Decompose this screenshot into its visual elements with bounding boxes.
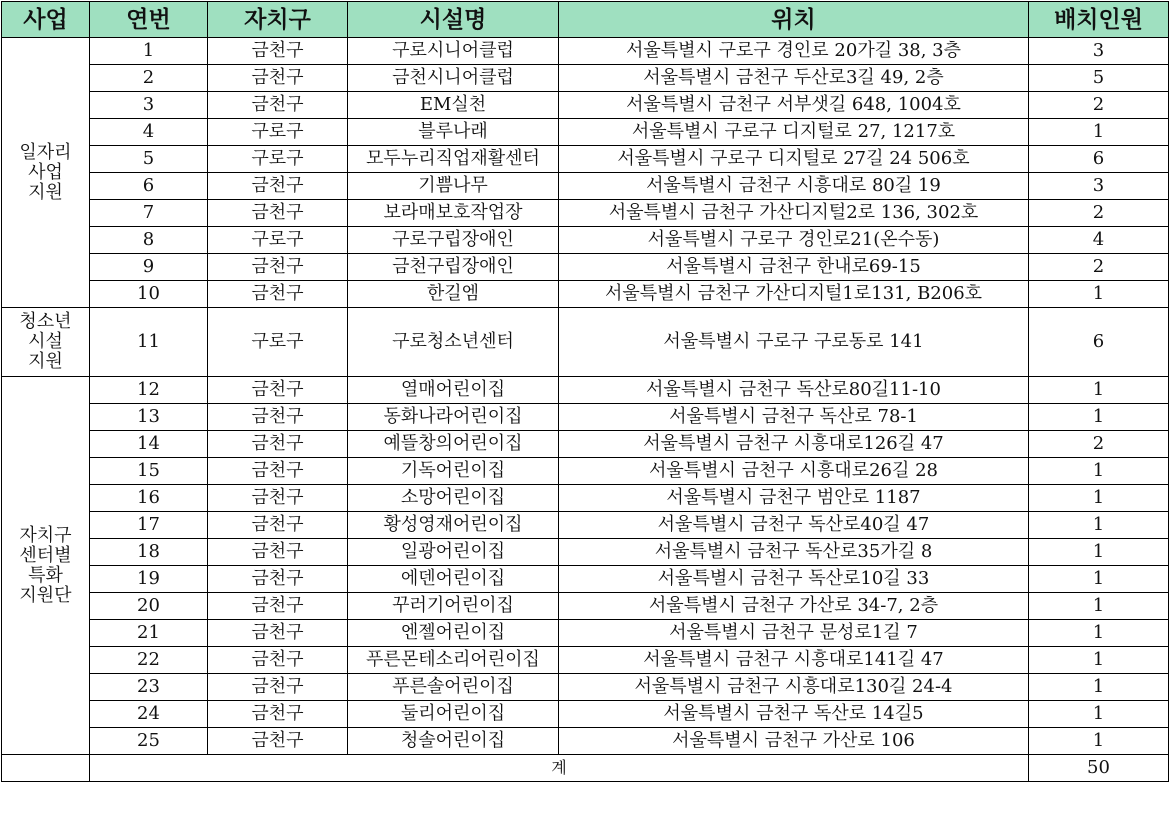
cell-location: 서울특별시 금천구 독산로 14길5 — [559, 701, 1029, 728]
cell-staff: 6 — [1029, 146, 1169, 173]
cell-district: 구로구 — [208, 119, 348, 146]
cell-no: 13 — [90, 404, 208, 431]
cell-no: 25 — [90, 728, 208, 755]
cell-no: 18 — [90, 539, 208, 566]
table-row — [2, 119, 1169, 146]
total-row — [2, 755, 1169, 782]
table-row — [2, 647, 1169, 674]
cell-staff: 1 — [1029, 377, 1169, 404]
cell-facility: 금천시니어클럽 — [348, 65, 559, 92]
cell-location: 서울특별시 금천구 서부샛길 648, 1004호 — [559, 92, 1029, 119]
cell-district: 구로구 — [208, 308, 348, 377]
cell-location: 서울특별시 금천구 시흥대로26길 28 — [559, 458, 1029, 485]
cell-staff: 3 — [1029, 173, 1169, 200]
cell-facility: 청솔어린이집 — [348, 728, 559, 755]
cell-facility: 엔젤어린이집 — [348, 620, 559, 647]
cell-facility: 일광어린이집 — [348, 539, 559, 566]
cell-staff: 1 — [1029, 566, 1169, 593]
cell-no: 2 — [90, 65, 208, 92]
cell-facility: 동화나라어린이집 — [348, 404, 559, 431]
cell-location: 서울특별시 금천구 범안로 1187 — [559, 485, 1029, 512]
cell-facility: 금천구립장애인 — [348, 254, 559, 281]
header-district: 자치구 — [208, 2, 348, 38]
table-row — [2, 566, 1169, 593]
cell-no: 1 — [90, 38, 208, 65]
table-row — [2, 485, 1169, 512]
cell-location: 서울특별시 금천구 한내로69-15 — [559, 254, 1029, 281]
cell-no: 11 — [90, 308, 208, 377]
cell-facility: 황성영재어린이집 — [348, 512, 559, 539]
cell-district: 금천구 — [208, 728, 348, 755]
table-row — [2, 458, 1169, 485]
table-row — [2, 620, 1169, 647]
cell-facility: 둘리어린이집 — [348, 701, 559, 728]
cell-facility: 푸른솔어린이집 — [348, 674, 559, 701]
cell-district: 금천구 — [208, 200, 348, 227]
header-no: 연번 — [90, 2, 208, 38]
cell-staff: 1 — [1029, 458, 1169, 485]
category-line: 특화 — [28, 564, 63, 586]
cell-district: 금천구 — [208, 539, 348, 566]
cell-district: 금천구 — [208, 674, 348, 701]
cell-staff: 1 — [1029, 281, 1169, 308]
total-label: 계 — [90, 755, 1029, 782]
table-row — [2, 173, 1169, 200]
cell-staff: 1 — [1029, 539, 1169, 566]
cell-no: 19 — [90, 566, 208, 593]
cell-location: 서울특별시 금천구 두산로3길 49, 2층 — [559, 65, 1029, 92]
cell-no: 12 — [90, 377, 208, 404]
table-row — [2, 254, 1169, 281]
cell-location: 서울특별시 금천구 시흥대로141길 47 — [559, 647, 1029, 674]
category-cell — [2, 377, 90, 755]
cell-district: 구로구 — [208, 227, 348, 254]
cell-location: 서울특별시 금천구 독산로80길11-10 — [559, 377, 1029, 404]
table-row — [2, 674, 1169, 701]
cell-staff: 1 — [1029, 404, 1169, 431]
header-location: 위치 — [559, 2, 1029, 38]
cell-district: 금천구 — [208, 512, 348, 539]
cell-facility: 구로구립장애인 — [348, 227, 559, 254]
cell-district: 금천구 — [208, 701, 348, 728]
cell-location: 서울특별시 구로구 경인로21(온수동) — [559, 227, 1029, 254]
cell-facility: 블루나래 — [348, 119, 559, 146]
cell-no: 23 — [90, 674, 208, 701]
cell-no: 21 — [90, 620, 208, 647]
category-cell — [2, 308, 90, 377]
cell-district: 금천구 — [208, 65, 348, 92]
table-row — [2, 281, 1169, 308]
cell-no: 7 — [90, 200, 208, 227]
table-row — [2, 512, 1169, 539]
cell-no: 4 — [90, 119, 208, 146]
cell-district: 금천구 — [208, 431, 348, 458]
cell-facility: 소망어린이집 — [348, 485, 559, 512]
category-line: 시설 — [28, 331, 63, 352]
cell-staff: 3 — [1029, 38, 1169, 65]
cell-district: 금천구 — [208, 620, 348, 647]
cell-district: 금천구 — [208, 404, 348, 431]
category-line: 자치구 — [19, 524, 72, 546]
table-row — [2, 701, 1169, 728]
category-line: 지원 — [28, 351, 63, 372]
cell-no: 17 — [90, 512, 208, 539]
cell-no: 15 — [90, 458, 208, 485]
table-row — [2, 539, 1169, 566]
table-body — [2, 38, 1169, 755]
total-empty-cell — [2, 755, 90, 782]
table-row — [2, 308, 1169, 377]
cell-location: 서울특별시 구로구 디지털로 27길 24 506호 — [559, 146, 1029, 173]
cell-location: 서울특별시 금천구 가산로 34-7, 2층 — [559, 593, 1029, 620]
cell-staff: 1 — [1029, 512, 1169, 539]
cell-district: 금천구 — [208, 254, 348, 281]
cell-location: 서울특별시 금천구 가산로 106 — [559, 728, 1029, 755]
cell-facility: 기독어린이집 — [348, 458, 559, 485]
total-staff: 50 — [1029, 755, 1169, 782]
category-line: 청소년 — [19, 311, 72, 332]
cell-district: 금천구 — [208, 173, 348, 200]
category-line: 지원단 — [19, 584, 72, 606]
cell-location: 서울특별시 금천구 독산로35가길 8 — [559, 539, 1029, 566]
header-facility: 시설명 — [348, 2, 559, 38]
cell-facility: 예뜰창의어린이집 — [348, 431, 559, 458]
cell-district: 금천구 — [208, 458, 348, 485]
cell-facility: 에덴어린이집 — [348, 566, 559, 593]
cell-no: 16 — [90, 485, 208, 512]
cell-location: 서울특별시 구로구 구로동로 141 — [559, 308, 1029, 377]
cell-facility: 푸른몬테소리어린이집 — [348, 647, 559, 674]
cell-location: 서울특별시 금천구 시흥대로 80길 19 — [559, 173, 1029, 200]
category-line: 일자리 — [19, 141, 72, 163]
cell-location: 서울특별시 금천구 시흥대로130길 24-4 — [559, 674, 1029, 701]
cell-facility: 모두누리직업재활센터 — [348, 146, 559, 173]
header-staff: 배치인원 — [1029, 2, 1169, 38]
table-row — [2, 377, 1169, 404]
cell-facility: 한길엠 — [348, 281, 559, 308]
cell-facility: 구로시니어클럽 — [348, 38, 559, 65]
cell-facility: EM실천 — [348, 92, 559, 119]
header-row — [2, 2, 1169, 38]
table-row — [2, 431, 1169, 458]
cell-staff: 1 — [1029, 674, 1169, 701]
category-line: 사업 — [28, 161, 63, 183]
cell-district: 금천구 — [208, 377, 348, 404]
cell-no: 24 — [90, 701, 208, 728]
cell-location: 서울특별시 금천구 문성로1길 7 — [559, 620, 1029, 647]
cell-location: 서울특별시 구로구 경인로 20가길 38, 3층 — [559, 38, 1029, 65]
cell-district: 금천구 — [208, 647, 348, 674]
cell-no: 14 — [90, 431, 208, 458]
cell-staff: 1 — [1029, 119, 1169, 146]
cell-no: 5 — [90, 146, 208, 173]
cell-location: 서울특별시 금천구 가산디지털2로 136, 302호 — [559, 200, 1029, 227]
cell-staff: 5 — [1029, 65, 1169, 92]
cell-facility: 꾸러기어린이집 — [348, 593, 559, 620]
table-row — [2, 593, 1169, 620]
cell-staff: 1 — [1029, 728, 1169, 755]
table-row — [2, 200, 1169, 227]
cell-location: 서울특별시 금천구 독산로10길 33 — [559, 566, 1029, 593]
table-row — [2, 227, 1169, 254]
cell-no: 22 — [90, 647, 208, 674]
cell-facility: 열매어린이집 — [348, 377, 559, 404]
cell-staff: 1 — [1029, 701, 1169, 728]
table-row — [2, 404, 1169, 431]
cell-facility: 기쁨나무 — [348, 173, 559, 200]
cell-location: 서울특별시 금천구 독산로40길 47 — [559, 512, 1029, 539]
cell-staff: 2 — [1029, 92, 1169, 119]
cell-staff: 2 — [1029, 254, 1169, 281]
cell-staff: 1 — [1029, 620, 1169, 647]
category-line: 지원 — [28, 181, 63, 203]
cell-no: 9 — [90, 254, 208, 281]
cell-location: 서울특별시 금천구 가산디지털1로131, B206호 — [559, 281, 1029, 308]
cell-no: 8 — [90, 227, 208, 254]
table-row — [2, 146, 1169, 173]
cell-district: 금천구 — [208, 92, 348, 119]
cell-staff: 2 — [1029, 431, 1169, 458]
cell-location: 서울특별시 금천구 시흥대로126길 47 — [559, 431, 1029, 458]
cell-district: 금천구 — [208, 281, 348, 308]
cell-district: 구로구 — [208, 146, 348, 173]
cell-district: 금천구 — [208, 566, 348, 593]
cell-staff: 6 — [1029, 308, 1169, 377]
cell-facility: 보라매보호작업장 — [348, 200, 559, 227]
cell-facility: 구로청소년센터 — [348, 308, 559, 377]
cell-staff: 2 — [1029, 200, 1169, 227]
cell-no: 20 — [90, 593, 208, 620]
cell-district: 금천구 — [208, 38, 348, 65]
cell-staff: 4 — [1029, 227, 1169, 254]
category-cell — [2, 38, 90, 308]
table-row — [2, 38, 1169, 65]
table-row — [2, 65, 1169, 92]
header-category: 사업 — [2, 2, 90, 38]
cell-no: 3 — [90, 92, 208, 119]
staff-placement-table — [1, 1, 1169, 782]
cell-district: 금천구 — [208, 593, 348, 620]
cell-staff: 1 — [1029, 593, 1169, 620]
cell-no: 6 — [90, 173, 208, 200]
category-line: 센터별 — [19, 544, 72, 566]
table-row — [2, 92, 1169, 119]
table-row — [2, 728, 1169, 755]
cell-staff: 1 — [1029, 647, 1169, 674]
cell-location: 서울특별시 금천구 독산로 78-1 — [559, 404, 1029, 431]
cell-district: 금천구 — [208, 485, 348, 512]
cell-staff: 1 — [1029, 485, 1169, 512]
cell-location: 서울특별시 구로구 디지털로 27, 1217호 — [559, 119, 1029, 146]
cell-no: 10 — [90, 281, 208, 308]
